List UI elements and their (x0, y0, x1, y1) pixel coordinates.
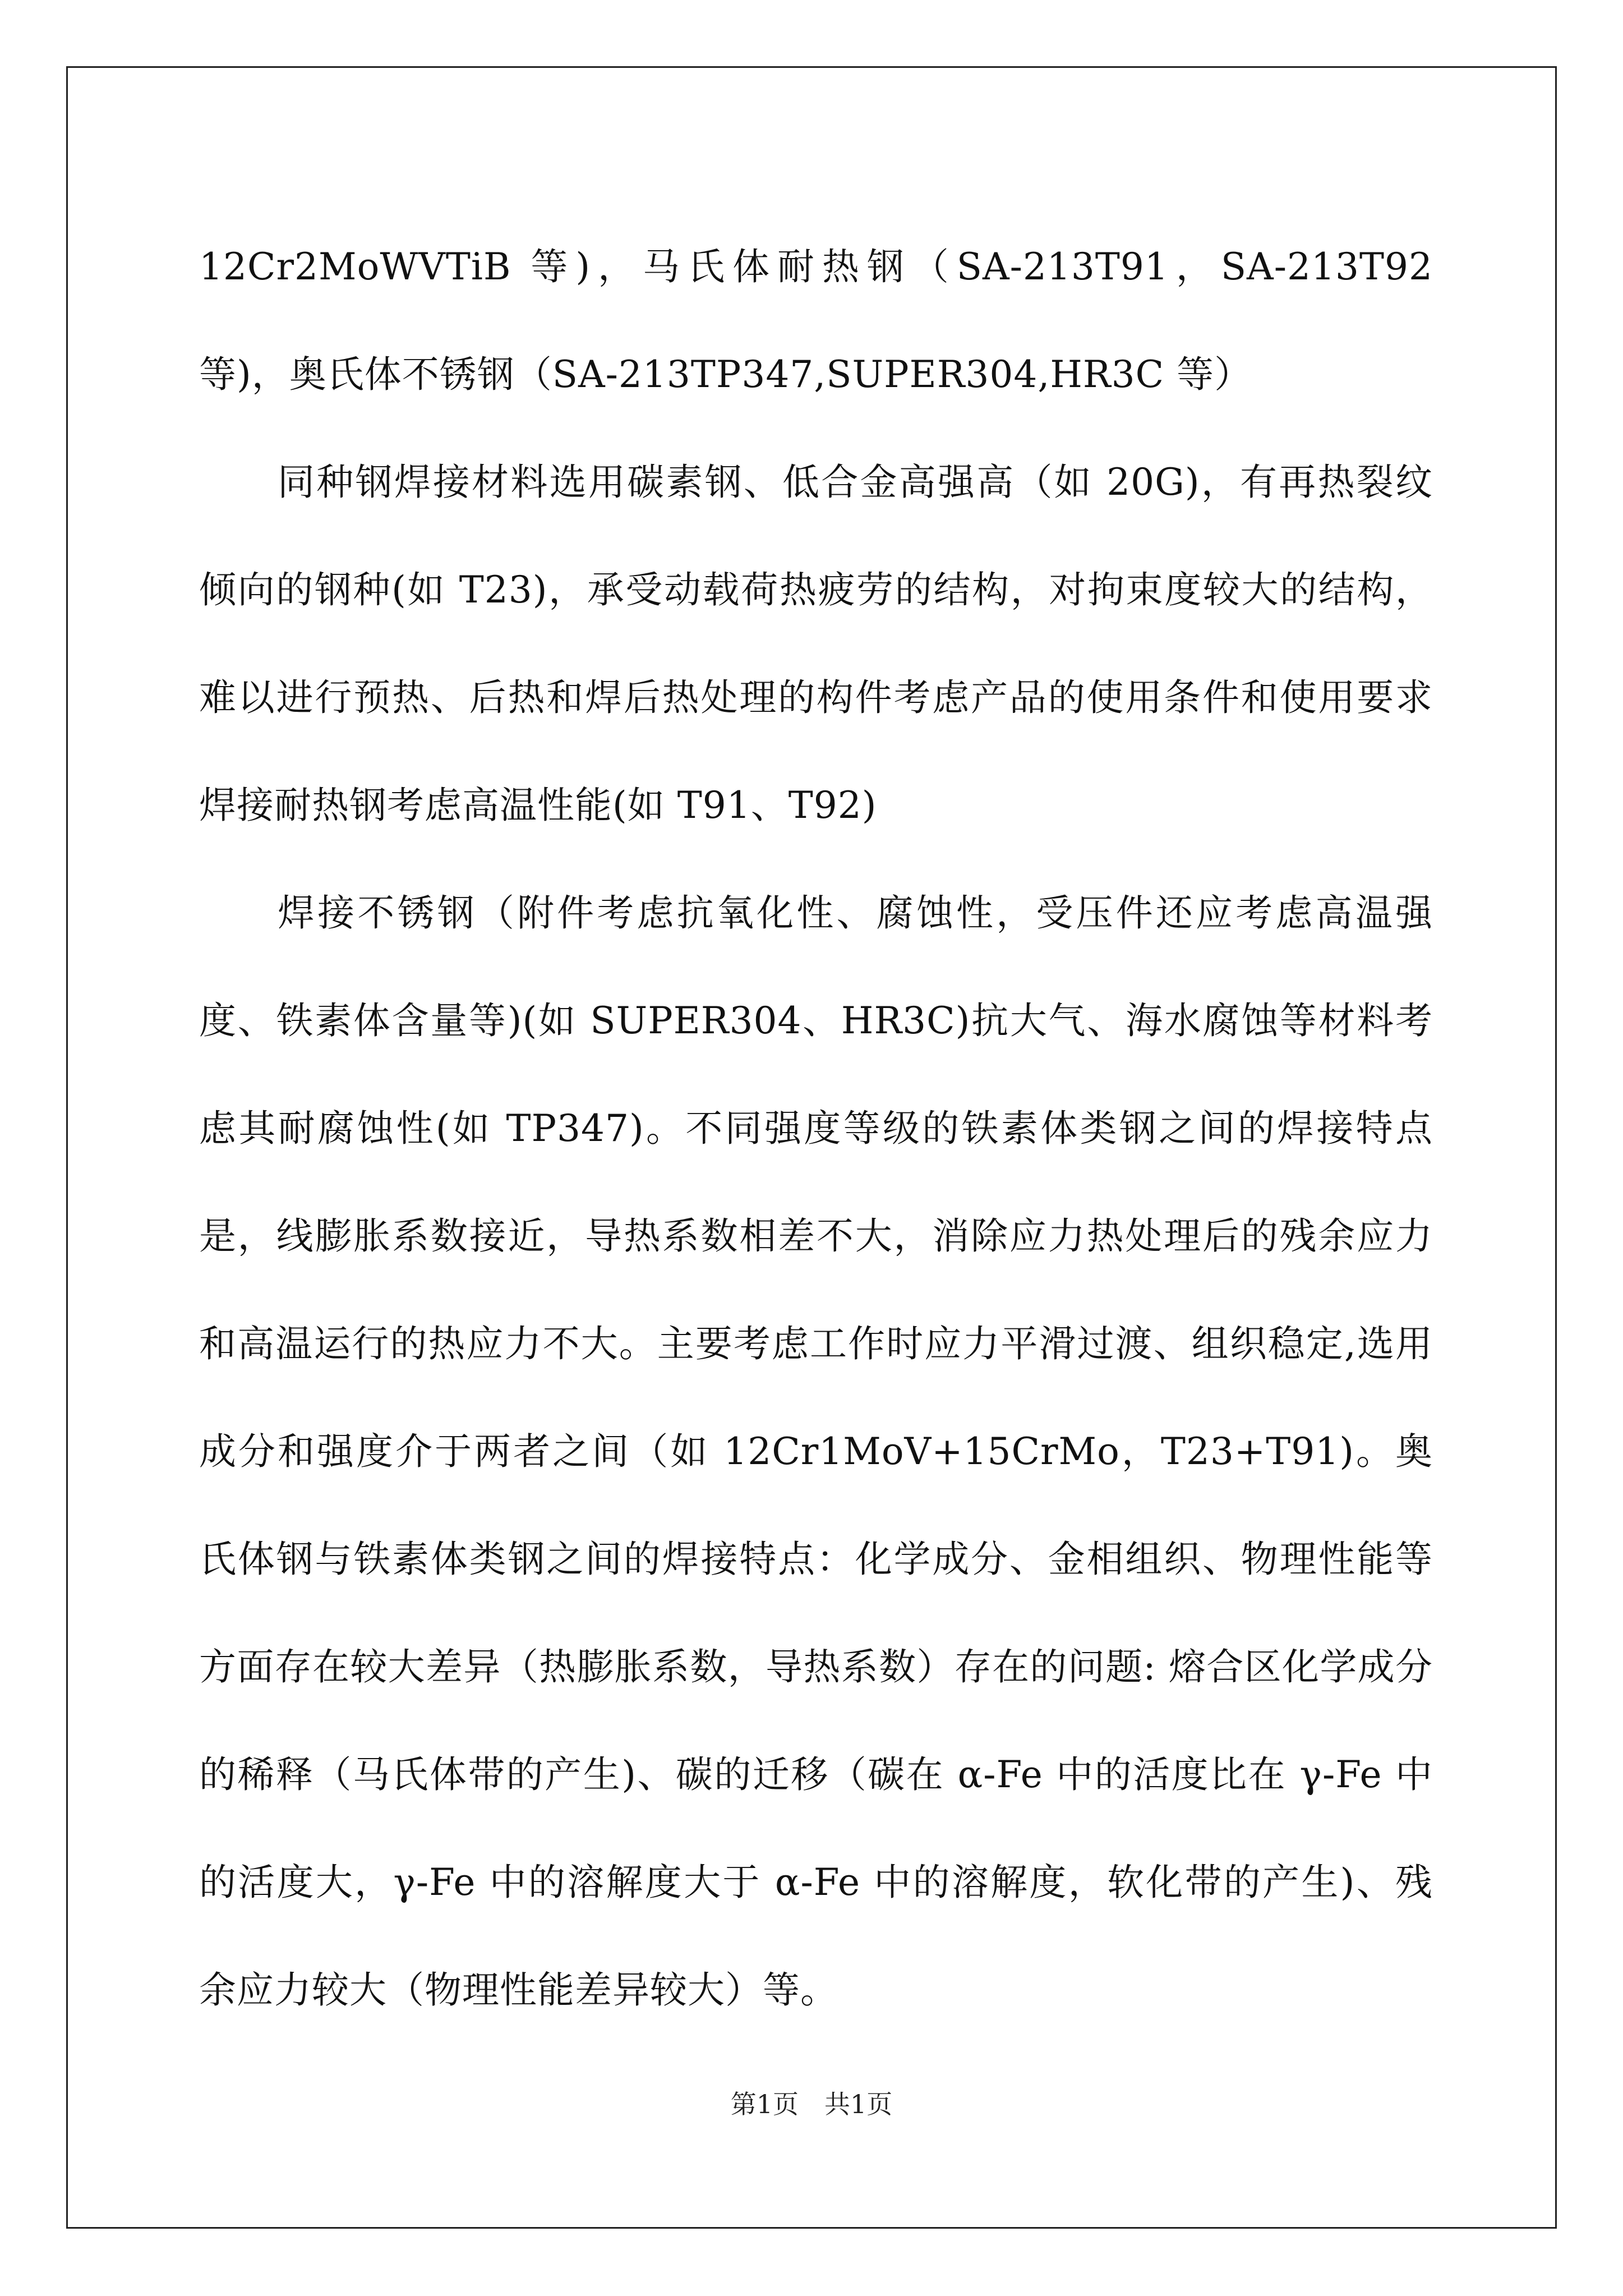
page-footer: 第1页 共1页 (730, 2089, 893, 2119)
paragraph-3: 焊接不锈钢（附件考虑抗氧化性、腐蚀性，受压件还应考虑高温强度、铁素体含量等)(如 SUPER304、HR3C)抗大气、海水腐蚀等材料考虑其耐腐蚀性(如 TP347)。不同强度等级的铁素体类钢之间的焊接特点是，线膨胀系数接近，导热系数相差不大，消除应力热处理后的残余应力和高温运行的热应力不大。主要考虑工作时应力平滑过渡、组织稳定,选用成分和强度介于两者之间（如 12Cr1MoV+15CrMo，T23+T91)。奥氏体钢与铁素体类钢之间的焊接特点：化学成分、金相组织、物理性能等方面存在较大差异（热膨胀系数，导热系数）存在的问题: 熔合区化学成分的稀释（马氏体带的产生)、碳的迁移（碳在 α-Fe 中的活度比在 γ-Fe 中的活度大，γ-Fe 中的溶解度大于 α-Fe 中的溶解度，软化带的产生)、残余应力较大（物理性能差异较大）等。 (199, 891, 1433, 2012)
document-body (199, 213, 1433, 2044)
paragraph-2: 同种钢焊接材料选用碳素钢、低合金高强高（如 20G)，有再热裂纹倾向的钢种(如 T23)，承受动载荷热疲劳的结构，对拘束度较大的结构，难以进行预热、后热和焊后热处理的构件考虑产品的使用条件和使用要求焊接耐热钢考虑高温性能(如 T91、T92) (199, 461, 1433, 827)
paragraph-1: 12Cr2MoWVTiB 等)，马氏体耐热钢（SA-213T91，SA-213T92 等)，奥氏体不锈钢（SA-213TP347,SUPER304,HR3C 等） (199, 245, 1433, 396)
